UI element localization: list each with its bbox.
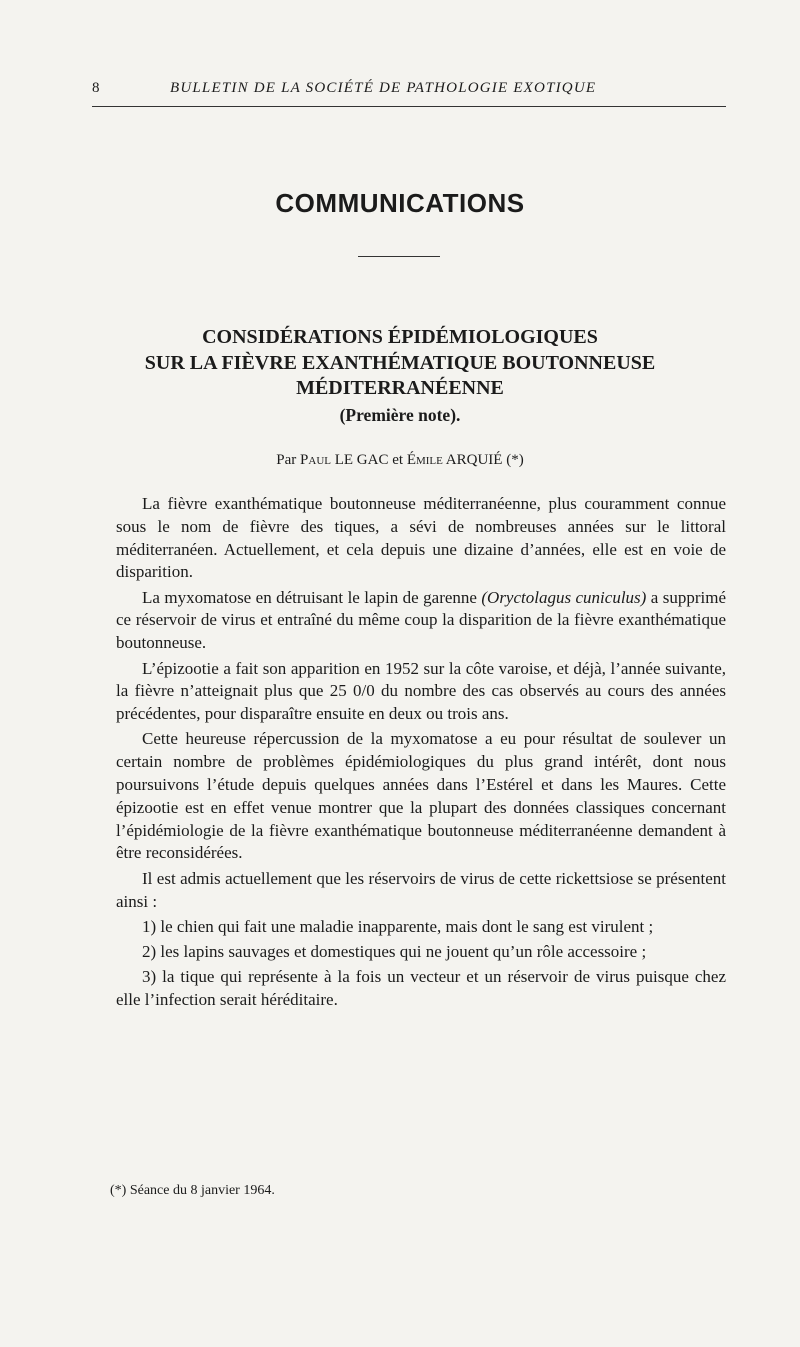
footnote-marker: (*) [506,452,524,468]
article-subtitle: (Première note). [339,404,461,425]
article-title [0,325,800,428]
list-item-1: 1) le chien qui fait une maladie inapparente, mais dont le sang est virulent ; [142,916,654,936]
list-item-2: 2) les lapins sauvages et domestiques qui ne jouent qu’un rôle accessoire ; [142,942,647,962]
running-head [92,78,726,107]
title-line-3: MÉDITERRANÉENNE [296,377,504,399]
title-line-1: CONSIDÉRATIONS ÉPIDÉMIOLOGIQUES [202,326,598,348]
author-2: Émile ARQUIÉ [406,452,503,468]
paragraph-3: L’épizootie a fait son apparition en 1952 sur la côte varoise, et déjà, l’année suivante, la fièvre n’atteignait plus que 25 0/0 du nombre des cas observés au cours des années précédentes, pour disparaître ensuite en deux ou trois ans. [116,658,726,724]
author-1: Paul LE GAC [300,452,389,468]
list-item-3: 3) la tique qui représente à la fois un vecteur et un réservoir de virus puisque chez elle l’infection serait héréditaire. [116,967,726,1010]
article-body [116,493,726,1015]
author-line [0,452,800,469]
journal-title: BULLETIN DE LA SOCIÉTÉ DE PATHOLOGIE EXOTIQUE [170,80,597,96]
paragraph-5: Il est admis actuellement que les réservoirs de virus de cette rickettsiose se présentent ainsi : [116,868,726,911]
paragraph-1: La fièvre exanthématique boutonneuse méditerranéenne, plus couramment connue sous le nom de fièvre des tiques, a sévi de nombreuses années sur le littoral méditerranéen. Actuellement, et cela depuis une dizaine d’années, elle est en voie de disparition. [116,494,726,582]
paragraph-4: Cette heureuse répercussion de la myxomatose a eu pour résultat de soulever un certain nombre de problèmes épidémiologiques du plus grand intérêt, dont nous poursuivons l’étude depuis quelques années dans l’Estérel et dans les Maures. Cette épizootie est en effet venue montrer que la plupart des données classiques concernant l’épidémiologie de la fièvre exanthématique boutonneuse méditerranéenne demandent à être reconsidérées. [116,729,726,863]
paragraph-2 [116,587,726,655]
footnote: (*) Séance du 8 janvier 1964. [110,1183,275,1198]
page-number: 8 [92,80,100,96]
section-heading: COMMUNICATIONS [275,188,525,218]
divider-rule [358,256,440,257]
paragraph-2-start: La myxomatose en détruisant le lapin de garenne [142,587,477,607]
species-name: (Oryctolagus cuniculus) [481,587,647,607]
authors-prefix: Par [276,452,297,468]
authors-conjunction: et [392,452,404,468]
paragraph-2-end: a supprimé ce réservoir de virus et entraîné du même coup la disparition de la fièvre exanthématique boutonneuse. [116,587,726,653]
title-line-2: SUR LA FIÈVRE EXANTHÉMATIQUE BOUTONNEUSE [144,351,656,374]
